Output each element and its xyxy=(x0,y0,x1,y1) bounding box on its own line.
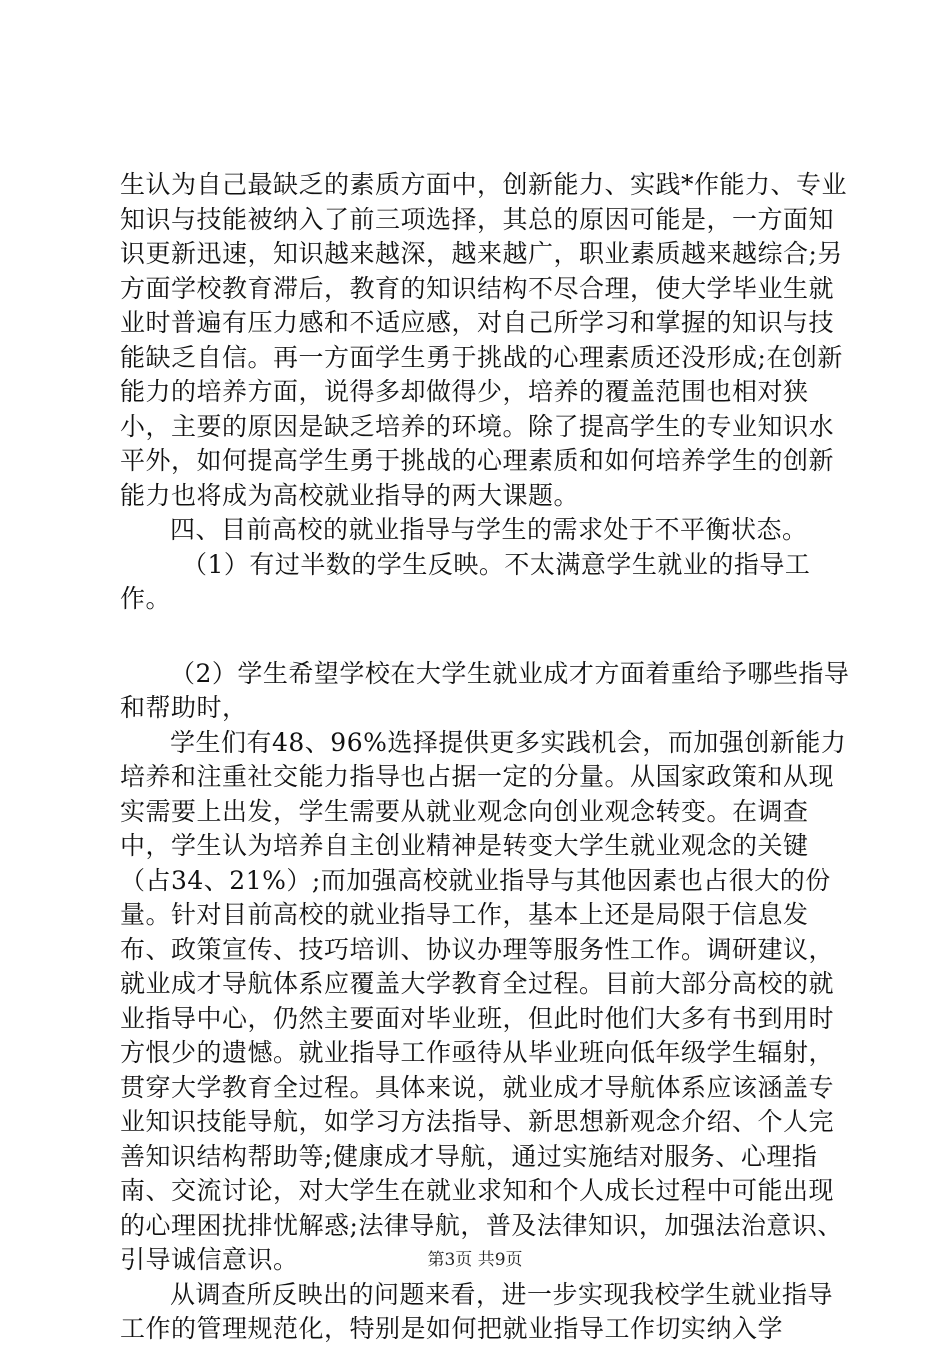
document-body xyxy=(120,168,850,1347)
paragraph-creative-ability: 生认为自己最缺乏的素质方面中，创新能力、实践*作能力、专业知识与技能被纳入了前三项选择，其总的原因可能是，一方面知识更新迅速，知识越来越深，越来越广，职业素质越来越综合;另方面学校教育滞后，教育的知识结构不尽合理，使大学毕业生就业时普遍有压力感和不适应感，对自己所学习和掌握的知识与技能缺乏自信。再一方面学生勇于挑战的心理素质还没形成;在创新能力的培养方面，说得多却做得少，培养的覆盖范围也相对狭小，主要的原因是缺乏培养的环境。除了提高学生的专业知识水平外，如何提高学生勇于挑战的心理素质和如何培养学生的创新能力也将成为高校就业指导的两大课题。 xyxy=(120,170,848,510)
paragraph-section-four-heading: 四、目前高校的就业指导与学生的需求处于不平衡状态。 xyxy=(170,515,808,544)
paragraph-practice-opportunities: 学生们有48、96%选择提供更多实践机会，而加强创新能力培养和注重社交能力指导也占据一定的分量。从国家政策和从现实需要上出发，学生需要从就业观念向创业观念转变。在调查中，学生认为培养自主创业精神是转变大学生就业观念的关键（占34、21%）;而加强高校就业指导与其他因素也占很大的份量。针对目前高校的就业指导工作，基本上还是局限于信息发布、政策宣传、技巧培训、协议办理等服务性工作。调研建议，就业成才导航体系应覆盖大学教育全过程。目前大部分高校的就业指导中心，仍然主要面对毕业班，但此时他们大多有书到用时方恨少的遗憾。就业指导工作亟待从毕业班向低年级学生辐射，贯穿大学教育全过程。具体来说，就业成才导航体系应该涵盖专业知识技能导航，如学习方法指导、新思想新观念介绍、个人完善知识结构帮助等;健康成才导航，通过实施结对服务、心理指南、交流讨论，对大学生在就业求知和个人成长过程中可能出现的心理困扰排忧解惑;法律导航，普及法律知识，加强法治意识、引导诚信意识。 xyxy=(120,727,847,1274)
paragraph-gap xyxy=(120,617,850,657)
page-number-footer: 第3页 共9页 xyxy=(427,1250,523,1270)
paragraph-survey-conclusion: 从调查所反映出的问题来看，进一步实现我校学生就业指导工作的管理规范化，特别是如何把就业指导工作切实纳入学 xyxy=(120,1279,834,1343)
paragraph-item-two: （2）学生希望学校在大学生就业成才方面着重给予哪些指导和帮助时， xyxy=(120,658,850,722)
paragraph-item-one: （1）有过半数的学生反映。不太满意学生就业的指导工作。 xyxy=(120,549,811,613)
